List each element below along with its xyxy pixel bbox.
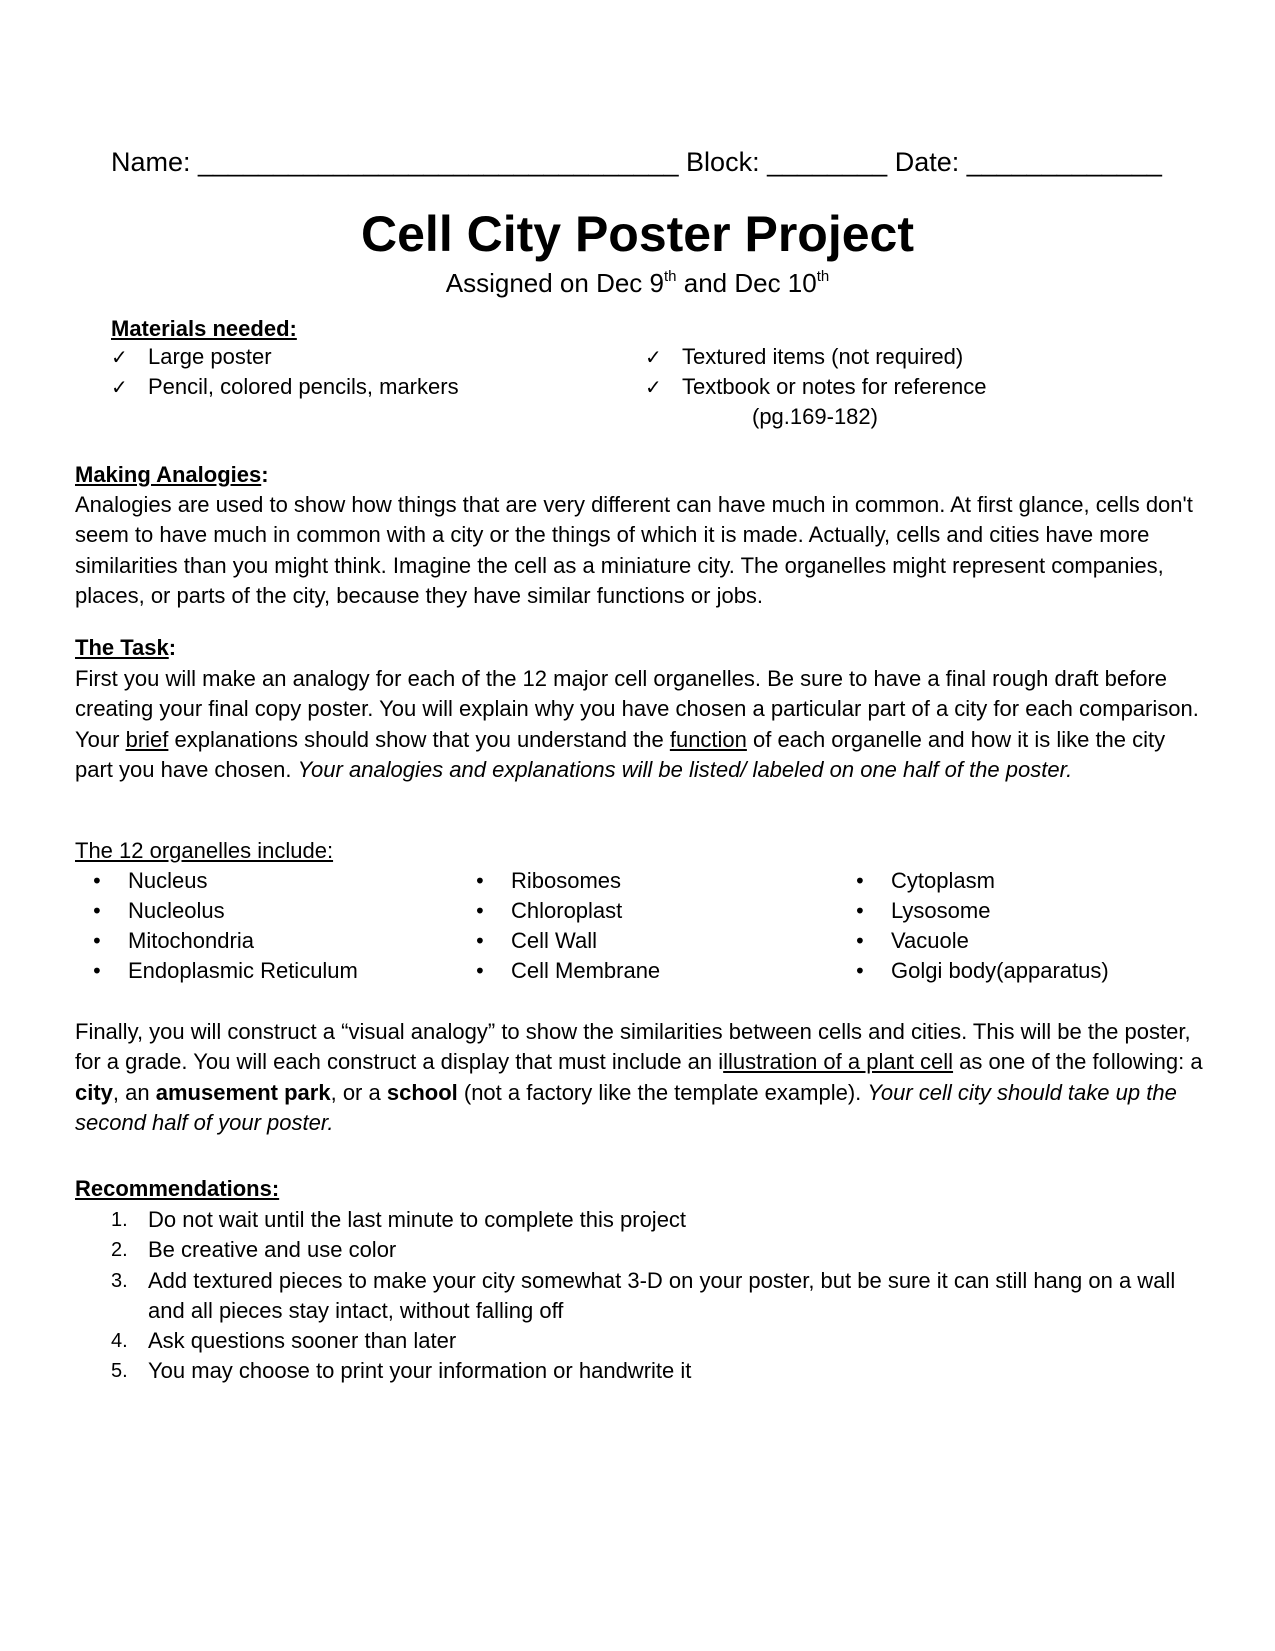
analogies-heading-colon: : xyxy=(261,462,269,487)
materials-item xyxy=(645,344,963,370)
organelle-item xyxy=(854,928,969,954)
bullet-icon: • xyxy=(854,869,866,893)
organelle-label: Ribosomes xyxy=(511,868,622,893)
task-italic-note: Your analogies and explanations will be listed/ labeled on one half of the poster. xyxy=(297,756,1073,782)
finally-text: as one of the following: a xyxy=(953,1049,1203,1075)
recommendations-list xyxy=(111,1205,1211,1387)
item-number: 1. xyxy=(111,1209,128,1231)
materials-item xyxy=(111,344,272,370)
finally-italic-note: Your cell city should take up the second half of your poster. xyxy=(75,1079,1177,1135)
recommendations-heading: Recommendations: xyxy=(75,1176,280,1201)
analogies-heading xyxy=(75,462,269,488)
item-text: Be creative and use color xyxy=(148,1237,397,1263)
materials-item-label: Large poster xyxy=(148,344,272,369)
organelle-item xyxy=(91,868,207,894)
plant-cell-underlined: llustration of a plant cell xyxy=(723,1049,954,1075)
task-text: explanations should show that you understand the xyxy=(168,726,670,752)
date-suffix-2: th xyxy=(816,268,830,285)
task-heading xyxy=(75,635,176,661)
bullet-icon: • xyxy=(854,899,866,923)
bullet-icon: • xyxy=(474,899,486,923)
bullet-icon: • xyxy=(91,899,103,923)
analogies-paragraph: Analogies are used to show how things that are very different can have much in common. At first glance, cells don't seem to have much in common with a city or the things of which it is made. Actually, cells and cities have more similarities than you might think. Imagine the cell as a miniature city. The organelles might represent companies, places, or parts of the city, because they have similar functions or jobs. xyxy=(75,492,1193,608)
bullet-icon: • xyxy=(854,929,866,953)
item-text: Do not wait until the last minute to complete this project xyxy=(148,1207,687,1232)
bullet-icon: • xyxy=(474,929,486,953)
organelle-label: Nucleolus xyxy=(128,898,225,923)
item-number: 2. xyxy=(111,1239,128,1262)
assigned-dates xyxy=(0,268,1275,299)
assigned-prefix: Assigned on Dec 9 xyxy=(445,268,664,298)
organelle-item xyxy=(91,898,225,924)
bullet-icon: • xyxy=(474,869,486,893)
organelle-item xyxy=(91,958,358,984)
materials-item-label: Pencil, colored pencils, markers xyxy=(148,374,459,399)
recommendation-item xyxy=(111,1205,1211,1235)
check-icon: ✓ xyxy=(111,375,128,399)
finally-text: , an xyxy=(112,1079,156,1105)
organelle-label: Cell Membrane xyxy=(511,958,661,983)
task-text: First you will make an analogy for each of the 12 major cell organelles. Be sure to have a final rough draft before creating your final copy poster. You will explain why you have chosen a particular part of a city for each comparison. Your xyxy=(75,666,1199,752)
materials-item xyxy=(111,374,459,400)
organelles-heading: The 12 organelles include: xyxy=(75,838,334,863)
assigned-middle: and Dec 10 xyxy=(676,268,817,298)
materials-item-label: Textured items (not required) xyxy=(682,344,964,369)
task-heading-colon: : xyxy=(168,635,177,660)
option-city: city xyxy=(75,1079,113,1105)
finally-text: (not a factory like the template example). xyxy=(457,1079,868,1105)
check-icon: ✓ xyxy=(645,375,662,399)
organelle-label: Chloroplast xyxy=(511,898,623,923)
organelle-item xyxy=(91,928,254,954)
finally-text: Finally, you will construct a “visual analogy” to show the similarities between cells and cities. This will be the poster, for a grade. You will each construct a display that must include an i xyxy=(75,1019,1191,1075)
item-number: 3. xyxy=(111,1269,128,1292)
organelle-item xyxy=(854,958,1109,984)
task-brief-word: brief xyxy=(125,726,169,752)
page-reference: (pg.169-182) xyxy=(752,404,878,429)
page-title: Cell City Poster Project xyxy=(361,206,914,262)
organelle-item xyxy=(474,898,622,924)
item-text: Ask questions sooner than later xyxy=(148,1328,457,1354)
analogies-heading-text: Making Analogies xyxy=(75,462,262,487)
recommendation-item xyxy=(111,1326,1211,1356)
item-text: You may choose to print your information or handwrite it xyxy=(148,1358,692,1384)
organelle-item xyxy=(854,898,990,924)
materials-item xyxy=(645,374,987,400)
bullet-icon: • xyxy=(91,929,103,953)
organelle-label: Endoplasmic Reticulum xyxy=(128,958,358,983)
check-icon: ✓ xyxy=(645,345,662,369)
organelle-item xyxy=(474,958,660,984)
organelle-label: Mitochondria xyxy=(128,928,254,953)
bullet-icon: • xyxy=(474,959,486,983)
option-amusement-park: amusement park xyxy=(155,1079,331,1105)
organelle-label: Lysosome xyxy=(891,898,991,923)
organelle-label: Nucleus xyxy=(128,868,208,893)
organelle-label: Vacuole xyxy=(891,928,969,953)
materials-item-label: Textbook or notes for reference xyxy=(682,374,987,399)
item-number: 4. xyxy=(111,1330,128,1353)
organelle-item xyxy=(474,928,597,954)
task-function-word: function xyxy=(669,726,747,752)
organelle-label: Golgi body(apparatus) xyxy=(891,958,1109,983)
date-suffix-1: th xyxy=(664,268,677,285)
recommendation-item xyxy=(111,1235,1211,1265)
organelle-label: Cell Wall xyxy=(511,928,597,953)
check-icon: ✓ xyxy=(111,345,128,369)
recommendation-item xyxy=(111,1266,1211,1327)
bullet-icon: • xyxy=(91,869,103,893)
task-paragraph xyxy=(75,664,1205,785)
organelle-label: Cytoplasm xyxy=(891,868,995,893)
task-text: of each organelle and how it is like the city part you have chosen. xyxy=(75,726,1166,782)
recommendation-item xyxy=(111,1356,1211,1386)
task-heading-text: The Task xyxy=(75,635,169,660)
finally-text: , or a xyxy=(330,1079,387,1105)
option-school: school xyxy=(386,1079,458,1105)
item-text: Add textured pieces to make your city somewhat 3-D on your poster, but be sure it can still hang on a wall and all pieces stay intact, without falling off xyxy=(148,1267,1176,1323)
materials-heading: Materials needed: xyxy=(111,316,297,341)
name-block-date-line: Name: ________________________________ Block: ________ Date: _____________ xyxy=(111,147,1162,177)
organelle-item xyxy=(474,868,621,894)
visual-analogy-paragraph xyxy=(75,1017,1205,1138)
bullet-icon: • xyxy=(91,959,103,983)
bullet-icon: • xyxy=(854,959,866,983)
organelle-item xyxy=(854,868,995,894)
item-number: 5. xyxy=(111,1360,128,1383)
